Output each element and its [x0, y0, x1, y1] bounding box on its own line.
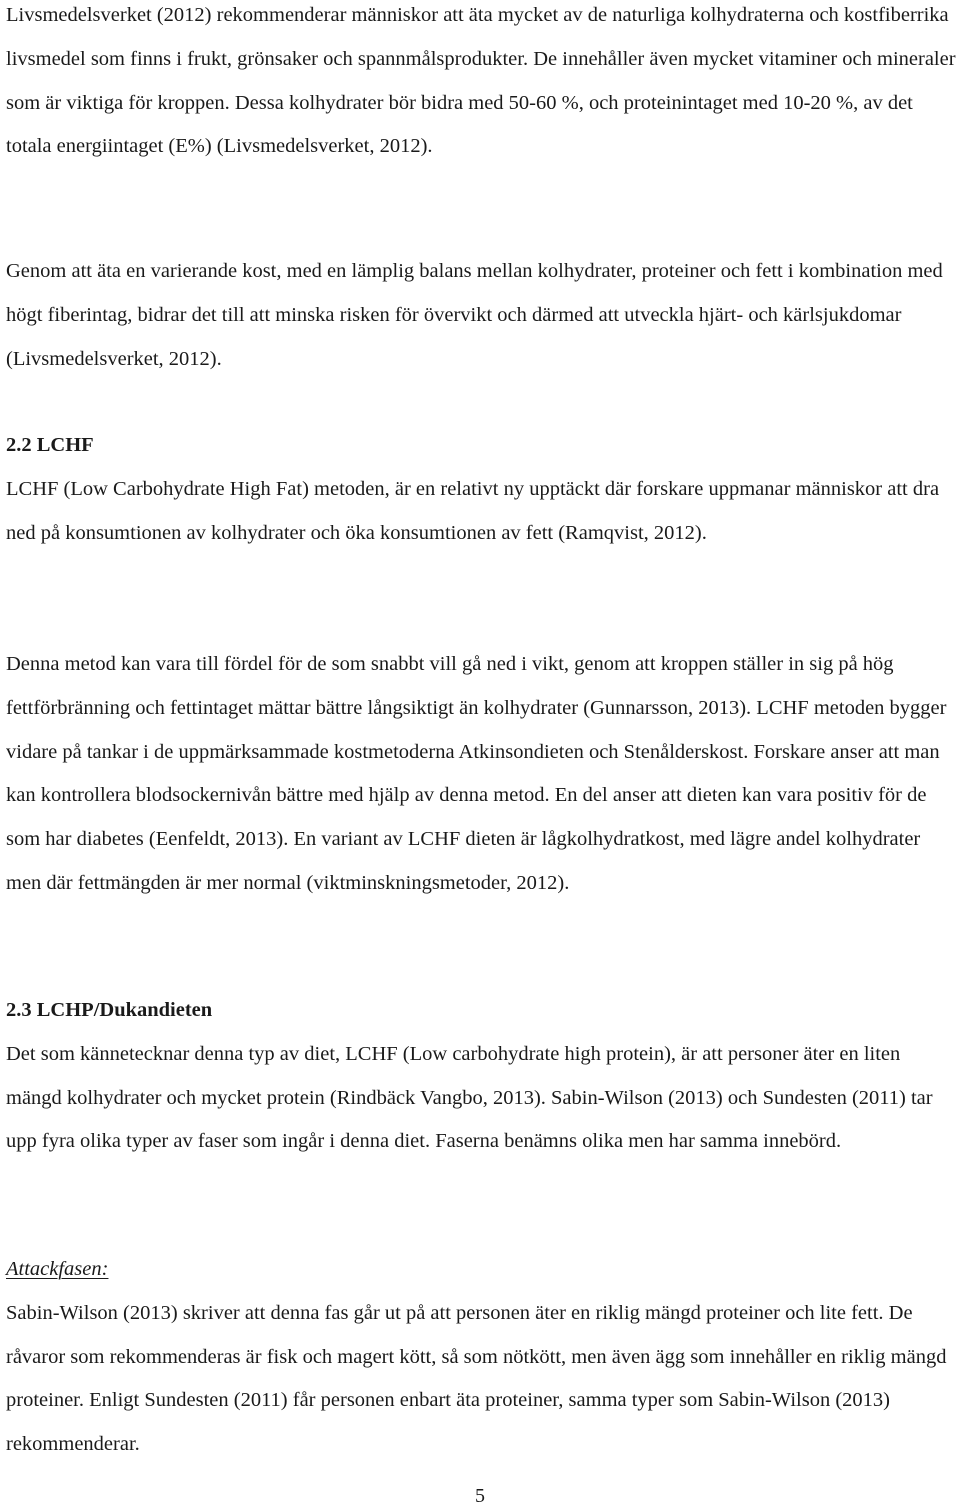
- subheading-attack-phase: Attackfasen:: [6, 1258, 109, 1280]
- paragraph-text: Denna metod kan vara till fördel för de som snabbt vill gå ned i vikt, genom att kroppen ställer in sig på hög fettförbränning och fettintaget mättar bättre långsiktigt än kolhydrater (Gunnarsson, 2013). LCHF metoden bygger vidare på tankar i de uppmärksammade kostmetoderna Atkinsondieten och Stenålderskost. Forskare anser att man kan kontrollera blodsockernivån bättre med hjälp av denna metod. En del anser att dieten kan vara positiv för de som har diabetes (Eenfeldt, 2013). En variant av LCHF dieten är lågkolhydratkost, med lägre andel kolhydrater men där fettmängden är mer normal (viktminskningsmetoder, 2012).: [6, 653, 947, 894]
- paragraph-text: Livsmedelsverket (2012) rekommenderar människor att äta mycket av de naturliga kolhydraterna och kostfiberrika livsmedel som finns i frukt, grönsaker och spannmålsprodukter. De innehåller även mycket vitaminer och mineraler som är viktiga för kroppen. Dessa kolhydrater bör bidra med 50-60 %, och proteinintaget med 10-20 %, av det totala energiintaget (E%) (Livsmedelsverket, 2012).: [6, 4, 956, 158]
- paragraph-lchf-method: [6, 643, 958, 906]
- section-lchp: [6, 989, 958, 1164]
- paragraph-text: Det som kännetecknar denna typ av diet, LCHF (Low carbohydrate high protein), är att personer äter en liten mängd kolhydrater och mycket protein (Rindbäck Vangbo, 2013). Sabin-Wilson (2013) och Sundesten (2011) tar upp fyra olika typer av faser som ingår i denna diet. Faserna benämns olika men har samma innebörd.: [6, 1042, 933, 1153]
- paragraph-text: Genom att äta en varierande kost, med en lämplig balans mellan kolhydrater, proteiner och fett i kombination med högt fiberintag, bidrar det till att minska risken för övervikt och därmed att utveckla hjärt- och kärlsjukdomar (Livsmedelsverket, 2012).: [6, 260, 943, 370]
- paragraph-text: LCHF (Low Carbohydrate High Fat) metoden, är en relativt ny upptäckt där forskare uppmanar människor att dra ned på konsumtionen av kolhydrater och öka konsumtionen av fett (Ramqvist, 2012).: [6, 477, 940, 544]
- section-heading-lchp: 2.3 LCHP/Dukandieten: [6, 999, 213, 1021]
- section-heading-lchf: 2.2 LCHF: [6, 434, 94, 456]
- page-number: 5: [475, 1485, 485, 1507]
- paragraph-recommendations: [6, 0, 958, 169]
- document-page: [6, 0, 958, 1509]
- section-attack-phase: [6, 1248, 958, 1467]
- paragraph-balanced-diet: [6, 250, 958, 381]
- paragraph-text: Sabin-Wilson (2013) skriver att denna fas går ut på att personen äter en riklig mängd proteiner och lite fett. De råvaror som rekommenderas är fisk och magert kött, så som nötkött, men även ägg som innehåller en riklig mängd proteiner. Enligt Sundesten (2011) får personen enbart äta proteiner, samma typer som Sabin-Wilson (2013) rekommenderar.: [6, 1301, 947, 1456]
- section-lchf: [6, 424, 958, 555]
